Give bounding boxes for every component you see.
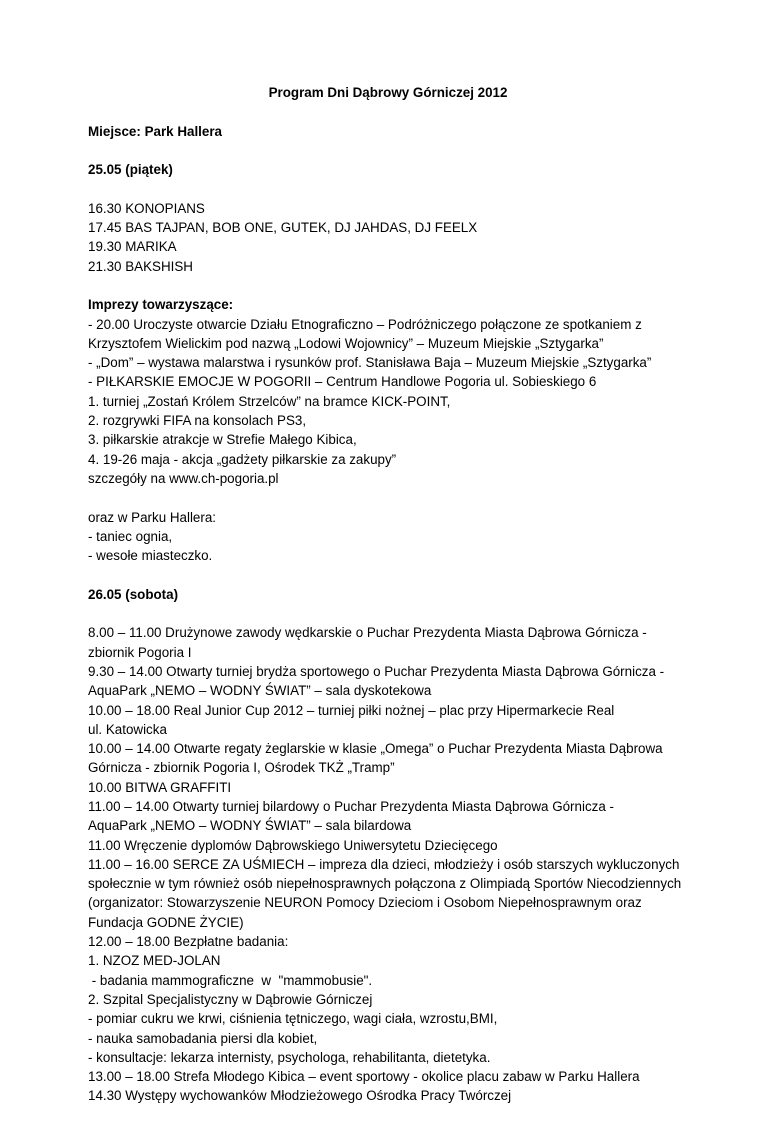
program-line: Fundacja GODNE ŻYCIE) [88, 914, 244, 930]
program-line: zbiornik Pogoria I [88, 644, 192, 660]
program-line: 11.00 Wręczenie dyplomów Dąbrowskiego Uniwersytetu Dziecięcego [88, 837, 498, 853]
document-body [88, 83, 688, 1125]
program-line: 11.00 – 16.00 SERCE ZA UŚMIECH – impreza dla dzieci, młodzieży i osób starszych wykluczonych [88, 856, 680, 872]
event-line: 4. 19-26 maja - akcja „gadżety piłkarskie za zakupy” [88, 451, 397, 467]
program-line: 10.00 – 18.00 Real Junior Cup 2012 – turniej piłki nożnej – plac przy Hipermarkecie Real [88, 702, 615, 718]
document-title: Program Dni Dąbrowy Górniczej 2012 [268, 85, 508, 100]
day1-date: 25.05 (piątek) [88, 162, 173, 178]
program-line: (organizator: Stowarzyszenie NEURON Pomocy Dzieciom i Osobom Niepełnosprawnym oraz [88, 895, 642, 911]
concert-line: 21.30 BAKSHISH [88, 258, 193, 274]
program-line: AquaPark „NEMO – WODNY ŚWIAT” – sala dyskotekowa [88, 683, 432, 699]
day1-park [88, 508, 688, 566]
event-line: 3. piłkarskie atrakcje w Strefie Małego Kibica, [88, 432, 357, 448]
event-line: 2. rozgrywki FIFA na konsolach PS3, [88, 413, 307, 429]
program-line: 8.00 – 11.00 Drużynowe zawody wędkarskie o Puchar Prezydenta Miasta Dąbrowa Górnicza - [88, 625, 647, 641]
program-line: - badania mammograficzne w "mammobusie". [88, 972, 373, 988]
event-line: - „Dom” – wystawa malarstwa i rysunków prof. Stanisława Baja – Muzeum Miejskie „Sztygarka” [88, 355, 652, 371]
program-line: 13.00 – 18.00 Strefa Młodego Kibica – event sportowy - okolice placu zabaw w Parku Hallera [88, 1069, 640, 1085]
event-line: 1. turniej „Zostań Królem Strzelców” na bramce KICK-POINT, [88, 393, 451, 409]
day1-concerts [88, 199, 688, 276]
concert-line: 17.45 BAS TAJPAN, BOB ONE, GUTEK, DJ JAHDAS, DJ FEELX [88, 220, 478, 236]
program-line: - pomiar cukru we krwi, ciśnienia tętniczego, wagi ciała, wzrostu,BMI, [88, 1011, 498, 1027]
events-heading: Imprezy towarzyszące: [88, 297, 234, 313]
program-line: 10.00 – 14.00 Otwarte regaty żeglarskie w klasie „Omega” o Puchar Prezydenta Miasta Dąbrowa [88, 741, 663, 757]
program-line: 14.30 Występy wychowanków Młodzieżowego Ośrodka Pracy Twórczej [88, 1088, 512, 1104]
program-line: - nauka samobadania piersi dla kobiet, [88, 1030, 318, 1046]
park-line: - wesołe miasteczko. [88, 548, 213, 564]
program-line: ul. Katowicka [88, 721, 167, 737]
program-line: - konsultacje: lekarza internisty, psychologa, rehabilitanta, dietetyka. [88, 1049, 491, 1065]
concert-line: 19.30 MARIKA [88, 239, 177, 255]
program-line: 1. NZOZ MED-JOLAN [88, 953, 221, 969]
day1-events [88, 295, 688, 488]
place-heading: Miejsce: Park Hallera [88, 123, 222, 139]
park-line: - taniec ognia, [88, 528, 173, 544]
event-line: - PIŁKARSKIE EMOCJE W POGORII – Centrum Handlowe Pogoria ul. Sobieskiego 6 [88, 374, 597, 390]
day2-program [88, 623, 688, 1105]
day2-date: 26.05 (sobota) [88, 586, 179, 602]
program-line: 11.00 – 14.00 Otwarty turniej bilardowy o Puchar Prezydenta Miasta Dąbrowa Górnicza - [88, 798, 614, 814]
program-line: 12.00 – 18.00 Bezpłatne badania: [88, 934, 289, 950]
event-line: Krzysztofem Wielickim pod nazwą „Lodowi Wojownicy” – Muzeum Miejskie „Sztygarka” [88, 335, 604, 351]
park-line: oraz w Parku Hallera: [88, 509, 217, 525]
program-line: Górnicza - zbiornik Pogoria I, Ośrodek TKŻ „Tramp” [88, 760, 395, 776]
program-line: AquaPark „NEMO – WODNY ŚWIAT” – sala bilardowa [88, 818, 412, 834]
program-line: 9.30 – 14.00 Otwarty turniej brydża sportowego o Puchar Prezydenta Miasta Dąbrowa Górnicza - [88, 663, 665, 679]
program-line: 2. Szpital Specjalistyczny w Dąbrowie Górniczej [88, 991, 373, 1007]
event-line: szczegóły na www.ch-pogoria.pl [88, 470, 279, 486]
concert-line: 16.30 KONOPIANS [88, 200, 205, 216]
program-line: 10.00 BITWA GRAFFITI [88, 779, 232, 795]
program-line: społecznie w tym również osób niepełnosprawnych połączona z Olimpiadą Sportów Niecodziennych [88, 876, 682, 892]
event-line: - 20.00 Uroczyste otwarcie Działu Etnograficzno – Podróżniczego połączone ze spotkaniem z [88, 316, 642, 332]
